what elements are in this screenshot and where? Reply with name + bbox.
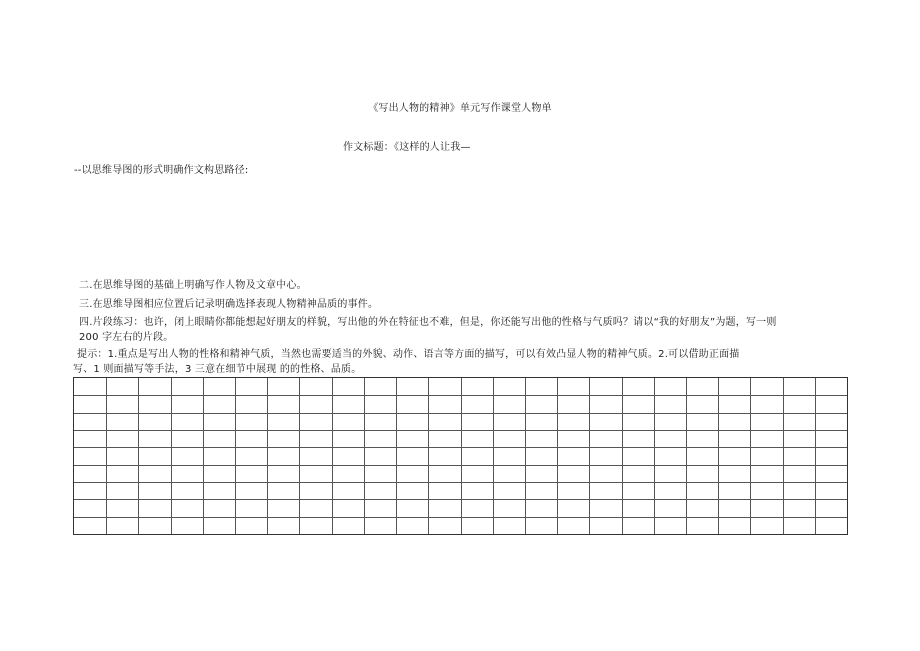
grid-column-line: [138, 378, 139, 534]
grid-row-line: [74, 517, 847, 518]
grid-column-line: [718, 378, 719, 534]
instruction-events: 三.在思维导图相应位置后记录明确选择表现人物精神品质的事件。: [79, 299, 379, 310]
grid-row-line: [74, 430, 847, 431]
grid-column-line: [654, 378, 655, 534]
grid-column-line: [461, 378, 462, 534]
grid-row-line: [74, 465, 847, 466]
grid-column-line: [396, 378, 397, 534]
grid-column-line: [622, 378, 623, 534]
grid-column-line: [203, 378, 204, 534]
grid-column-line: [557, 378, 558, 534]
grid-column-line: [299, 378, 300, 534]
grid-column-line: [332, 378, 333, 534]
document-title: 《写出人物的精神》单元写作课堂人物单: [368, 103, 552, 114]
grid-column-line: [267, 378, 268, 534]
grid-column-line: [815, 378, 816, 534]
grid-column-line: [750, 378, 751, 534]
tips-line-1: 提示：1.重点是写出人物的性格和精神气质，当然也需要适当的外貌、动作、语言等方面的描写，可以有效凸显人物的精神气质。2.可以借助正面描: [77, 349, 740, 360]
grid-column-line: [686, 378, 687, 534]
grid-column-line: [106, 378, 107, 534]
instruction-mind-map: --以思维导图的形式明确作文构思路径:: [74, 165, 249, 176]
grid-column-line: [235, 378, 236, 534]
grid-row-line: [74, 482, 847, 483]
grid-column-line: [525, 378, 526, 534]
grid-row-line: [74, 395, 847, 396]
grid-column-line: [493, 378, 494, 534]
grid-column-line: [428, 378, 429, 534]
grid-row-line: [74, 447, 847, 448]
grid-row-line: [74, 413, 847, 414]
essay-title: 作文标题：《这样的人让我—: [343, 142, 471, 153]
tips-line-2: 写、1 则面描写等手法，3 三意在细节中展现 的的性格、品质。: [73, 364, 362, 375]
grid-column-line: [783, 378, 784, 534]
instruction-practice-continued: 200 字左右的片段。: [79, 332, 174, 343]
writing-grid: [73, 377, 848, 535]
grid-column-line: [364, 378, 365, 534]
instruction-practice: 四.片段练习：也许，闭上眼睛你都能想起好朋友的样貌，写出他的外在特征也不难，但是，你还能写出他的性格与气质吗？请以“我的好朋友”为题，写一则: [79, 317, 777, 328]
instruction-character-theme: 二.在思维导图的基础上明确写作人物及文章中心。: [79, 280, 307, 291]
grid-row-line: [74, 499, 847, 500]
grid-column-line: [589, 378, 590, 534]
grid-column-line: [171, 378, 172, 534]
